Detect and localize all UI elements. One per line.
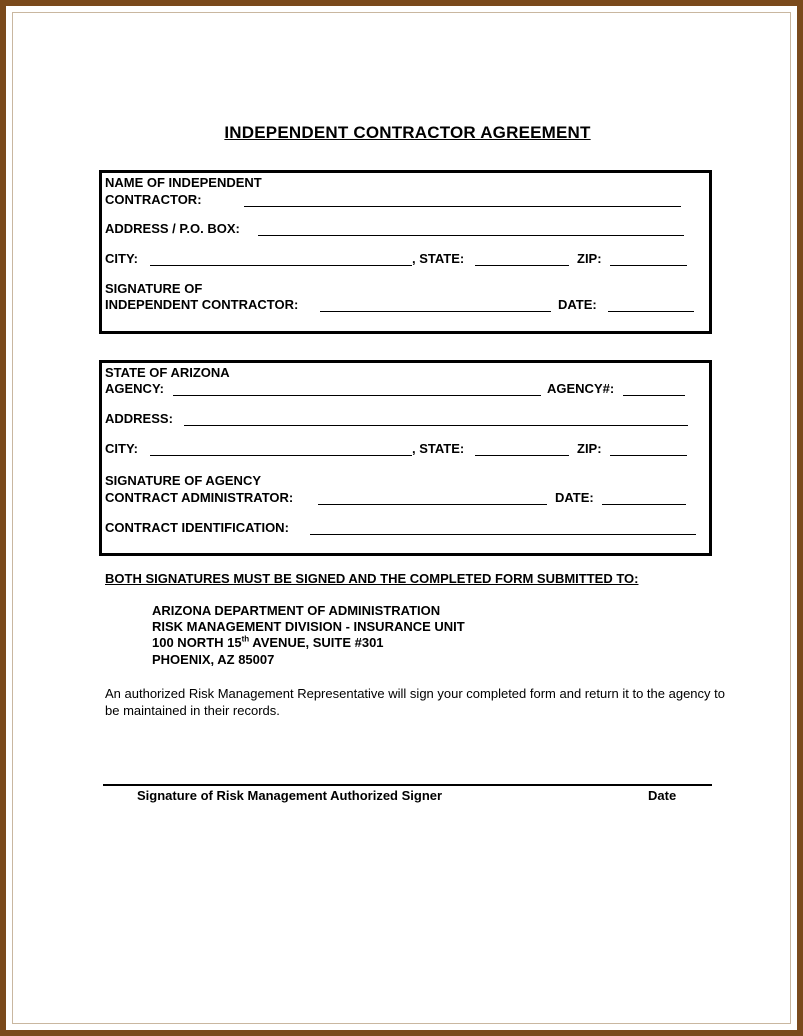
representative-note: An authorized Risk Management Representative will sign your completed form and return it to the agency to be maintained in their records.: [105, 686, 725, 718]
address-line-3: 100 NORTH 15th AVENUE, SUITE #301: [152, 634, 384, 650]
contractor-zip-field[interactable]: [610, 265, 687, 266]
agency-city-label: CITY:: [105, 441, 138, 456]
risk-date-label: Date: [648, 788, 677, 803]
contractor-name-field[interactable]: [244, 206, 681, 207]
agency-signature-label-1: SIGNATURE OF AGENCY: [105, 473, 262, 488]
agency-zip-field[interactable]: [610, 455, 687, 456]
address-line-1: ARIZONA DEPARTMENT OF ADMINISTRATION: [152, 603, 441, 618]
address-line-2: RISK MANAGEMENT DIVISION - INSURANCE UNIT: [152, 619, 465, 634]
agency-number-field[interactable]: [623, 395, 685, 396]
state-label: , STATE:: [412, 251, 465, 266]
agency-name-field[interactable]: [173, 395, 541, 396]
contractor-signature-field[interactable]: [320, 311, 551, 312]
risk-signature-field[interactable]: [103, 784, 712, 786]
agency-zip-label: ZIP:: [577, 441, 602, 456]
contract-id-label: CONTRACT IDENTIFICATION:: [105, 520, 289, 535]
agency-label: AGENCY:: [105, 381, 164, 396]
agency-signature-field[interactable]: [318, 504, 547, 505]
address-line-4: PHOENIX, AZ 85007: [152, 652, 275, 667]
agency-address-label: ADDRESS:: [105, 411, 173, 426]
agency-signature-label-2: CONTRACT ADMINISTRATOR:: [105, 490, 294, 505]
zip-label: ZIP:: [577, 251, 602, 266]
submit-heading: BOTH SIGNATURES MUST BE SIGNED AND THE COMPLETED FORM SUBMITTED TO:: [105, 571, 639, 586]
agency-number-label: AGENCY#:: [547, 381, 615, 396]
risk-signer-label: Signature of Risk Management Authorized Signer: [137, 788, 443, 803]
agency-date-field[interactable]: [602, 504, 686, 505]
contractor-address-field[interactable]: [258, 235, 684, 236]
signature-label-2: INDEPENDENT CONTRACTOR:: [105, 297, 299, 312]
form-title: INDEPENDENT CONTRACTOR AGREEMENT: [224, 123, 591, 142]
signature-label-1: SIGNATURE OF: [105, 281, 203, 296]
agency-city-field[interactable]: [150, 455, 412, 456]
contractor-city-field[interactable]: [150, 265, 412, 266]
agency-date-label: DATE:: [555, 490, 594, 505]
address-label: ADDRESS / P.O. BOX:: [105, 221, 240, 236]
contractor-date-field[interactable]: [608, 311, 694, 312]
date-label: DATE:: [558, 297, 597, 312]
agency-state-field[interactable]: [475, 455, 569, 456]
state-of-arizona-label: STATE OF ARIZONA: [105, 365, 230, 380]
city-label: CITY:: [105, 251, 138, 266]
name-label-2: CONTRACTOR:: [105, 192, 202, 207]
agency-state-label: , STATE:: [412, 441, 465, 456]
agency-address-field[interactable]: [184, 425, 688, 426]
name-label-1: NAME OF INDEPENDENT: [105, 175, 262, 190]
contract-id-field[interactable]: [310, 534, 696, 535]
contractor-state-field[interactable]: [475, 265, 569, 266]
